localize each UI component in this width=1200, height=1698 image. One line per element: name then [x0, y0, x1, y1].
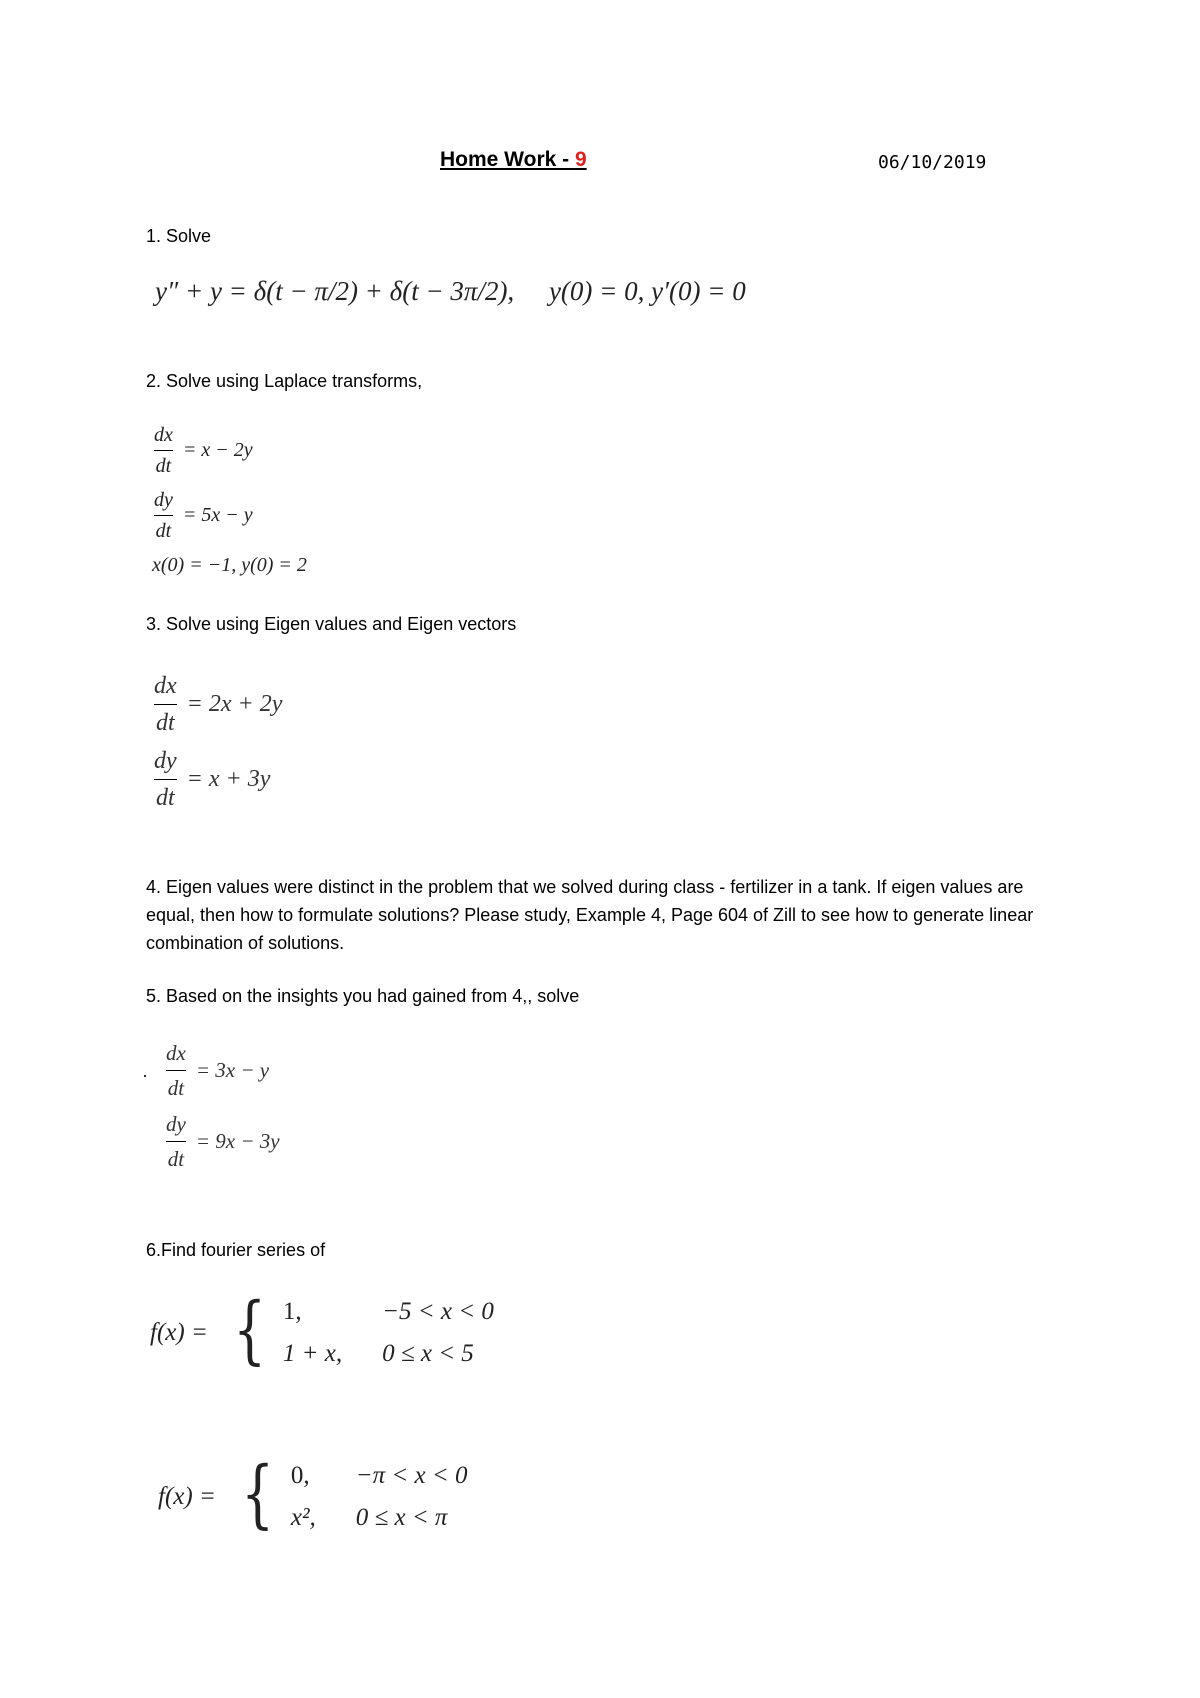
q5-equation-2	[164, 1107, 280, 1176]
q1-conditions: y(0) = 0, y′(0) = 0	[548, 276, 746, 306]
piecewise-function-1	[150, 1287, 494, 1373]
title-text: Home Work -	[440, 148, 575, 171]
q2-equation-2	[152, 485, 307, 546]
fraction-denominator: dt	[154, 779, 177, 816]
fraction-denominator: dt	[154, 450, 174, 481]
fraction-numerator: dy	[154, 489, 173, 511]
fraction-numerator: dx	[154, 673, 177, 699]
q1-equation	[155, 276, 746, 307]
fraction-numerator: dx	[166, 1041, 186, 1065]
title-number: 9	[574, 148, 587, 171]
q2-conditions: x(0) = −1, y(0) = 2	[152, 554, 307, 576]
case-value: 1 + x,	[282, 1340, 343, 1367]
q5-dot: ·	[142, 1066, 148, 1086]
equation-rhs: = 5x − y	[182, 504, 253, 526]
left-brace-icon: {	[240, 1451, 274, 1537]
fraction-denominator: dt	[166, 1070, 186, 1105]
fraction-denominator: dt	[154, 515, 174, 546]
case-value: x²,	[290, 1504, 316, 1531]
q2-equation-1	[152, 420, 307, 481]
date: 06/10/2019	[878, 152, 987, 173]
q5-equation-1	[164, 1036, 280, 1105]
q2-label: 2. Solve using Laplace transforms,	[146, 371, 423, 391]
q3-equation-2	[152, 743, 282, 816]
function-lhs: f(x) =	[150, 1319, 208, 1346]
equation-rhs: = 9x − 3y	[195, 1129, 280, 1153]
q6-label: 6.Find fourier series of	[146, 1240, 326, 1260]
equation-rhs: = x − 2y	[182, 439, 253, 461]
q5-label: 5. Based on the insights you had gained from 4,, solve	[146, 986, 580, 1006]
function-lhs: f(x) =	[158, 1483, 216, 1510]
q2-system	[152, 420, 307, 577]
fraction-numerator: dy	[154, 748, 177, 774]
q4-text: 4. Eigen values were distinct in the problem that we solved during class - fertilizer in a tank. If eigen values are equal, then how to formulate solutions? Please study, Example 4, Page 604 of Zill to see how to generate linear combination of solutions.	[146, 877, 1034, 953]
case-condition: 0 ≤ x < 5	[382, 1340, 474, 1367]
q1-ode: y″ + y = δ(t − π/2) + δ(t − 3π/2),	[155, 276, 515, 306]
case-value: 0,	[290, 1462, 310, 1489]
q3-label: 3. Solve using Eigen values and Eigen vectors	[146, 614, 517, 634]
piecewise-function-2	[158, 1451, 468, 1537]
equation-rhs: = x + 3y	[186, 766, 271, 792]
fraction-denominator: dt	[166, 1141, 186, 1176]
fraction-numerator: dy	[166, 1112, 186, 1136]
cases	[283, 1293, 494, 1373]
fraction-denominator: dt	[154, 704, 177, 741]
page-title	[440, 148, 587, 172]
cases	[291, 1457, 468, 1537]
equation-rhs: = 3x − y	[195, 1058, 270, 1082]
equation-rhs: = 2x + 2y	[186, 691, 283, 717]
fraction-numerator: dx	[154, 424, 173, 446]
q3-system	[152, 668, 282, 816]
q3-equation-1	[152, 668, 282, 741]
q5-system	[164, 1036, 280, 1176]
case-condition: 0 ≤ x < π	[355, 1504, 448, 1531]
case-value: 1,	[282, 1298, 302, 1325]
case-condition: −5 < x < 0	[382, 1298, 494, 1325]
case-condition: −π < x < 0	[355, 1462, 468, 1489]
q1-label: 1. Solve	[146, 226, 212, 246]
left-brace-icon: {	[232, 1287, 266, 1373]
